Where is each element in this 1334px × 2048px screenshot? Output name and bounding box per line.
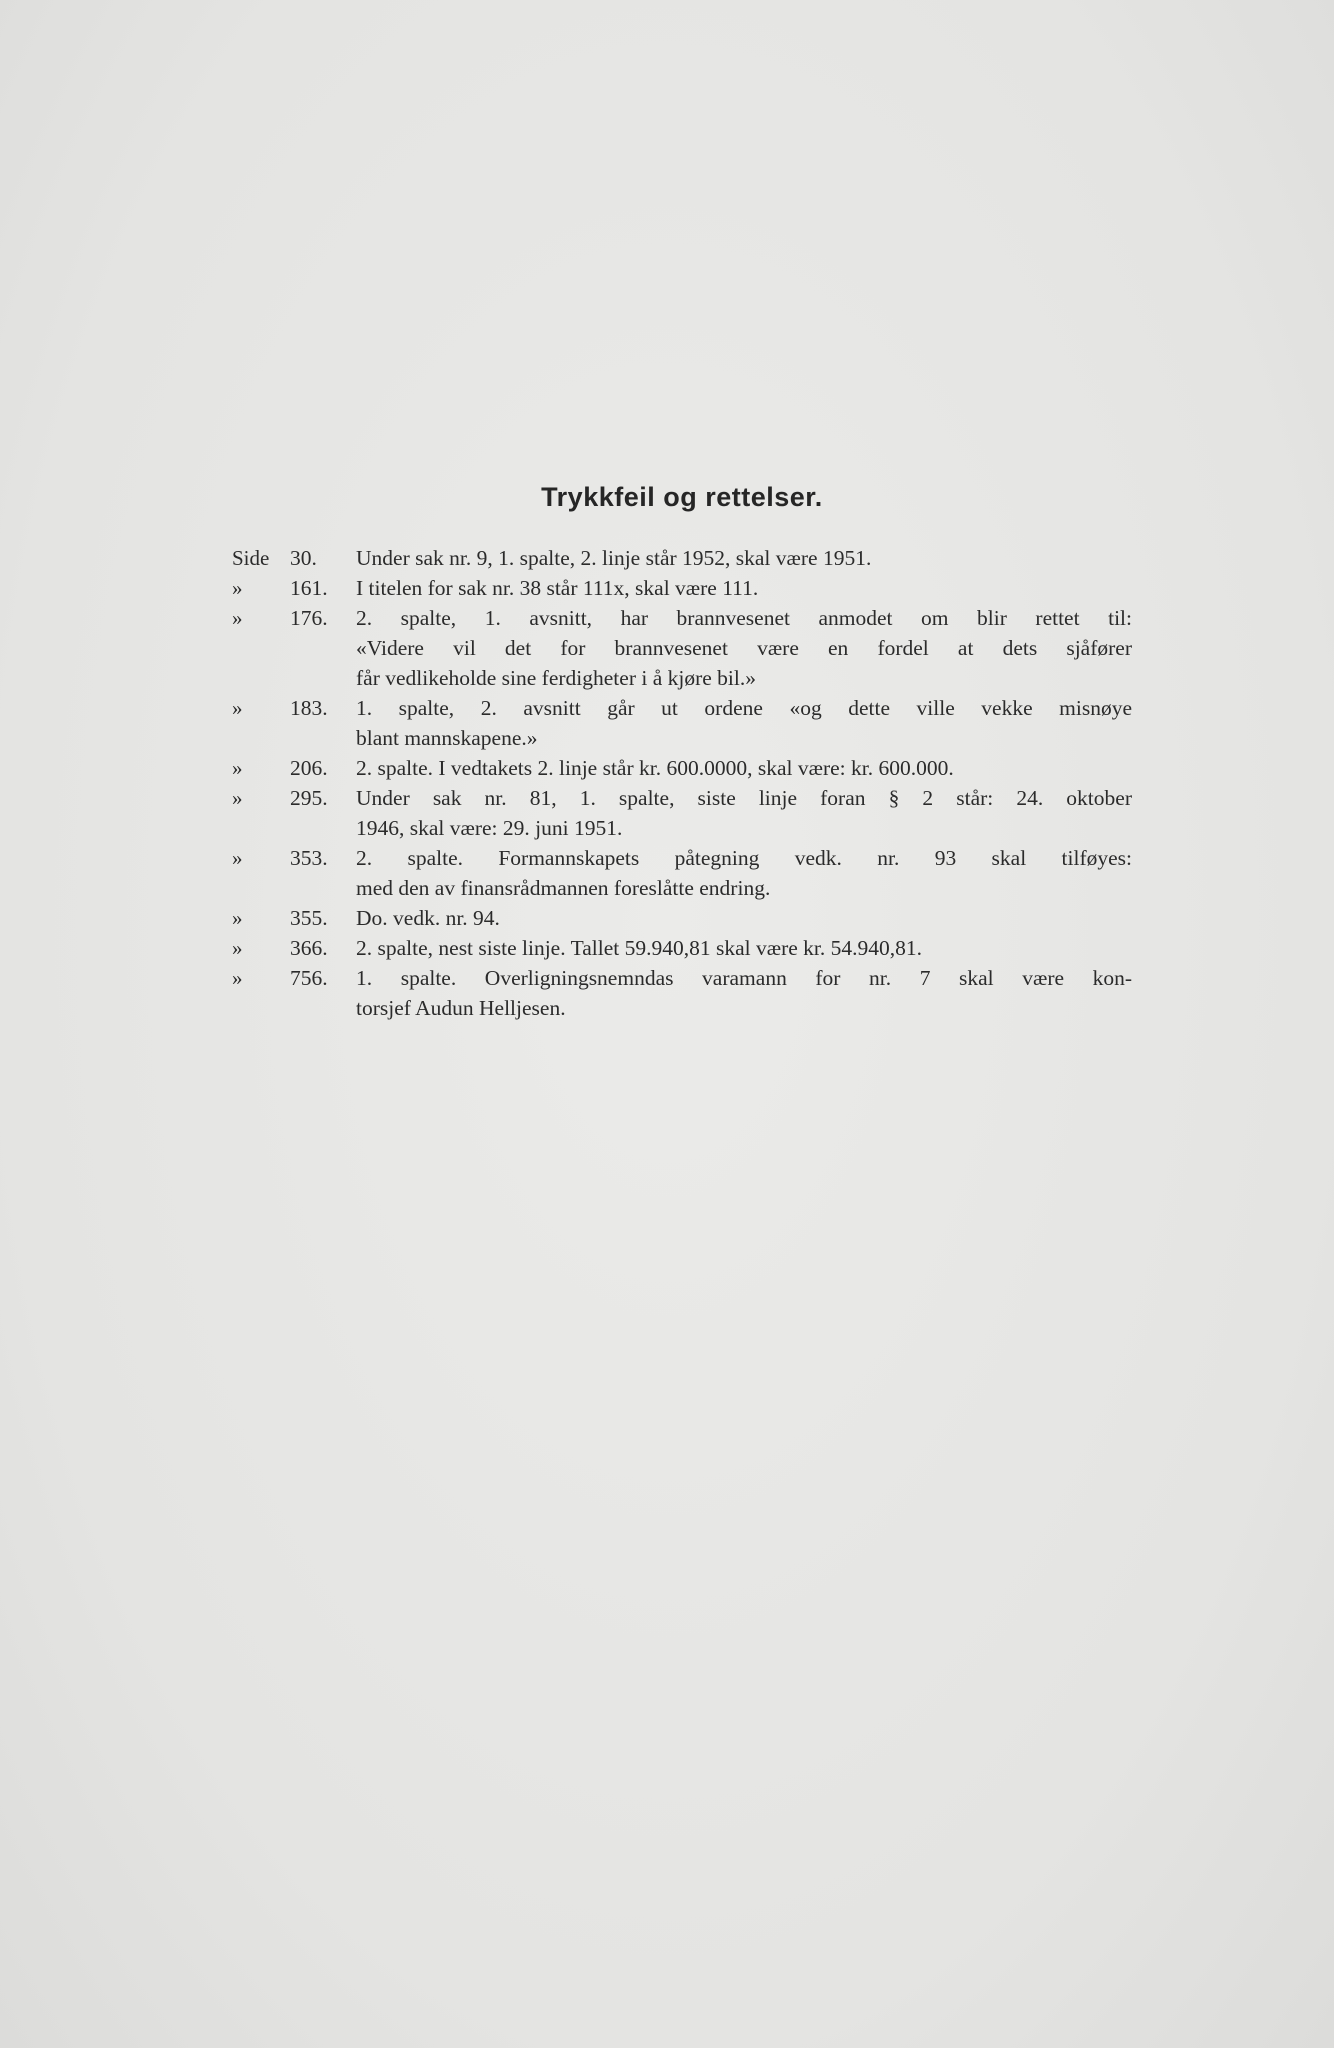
correction-line: 2. spalte, nest siste linje. Tallet 59.940,81 skal være kr. 54.940,81. <box>356 936 922 960</box>
errata-entry <box>232 543 1132 573</box>
page-number: 206. <box>290 756 328 780</box>
correction-text <box>356 753 1132 783</box>
page-number: 161. <box>290 576 328 600</box>
page-reference-lead: » <box>232 696 243 720</box>
page-number: 183. <box>290 696 328 720</box>
correction-line: 2. spalte. Formannskapets påtegning vedk. nr. 93 skal tilføyes: <box>356 846 1132 870</box>
page-reference-lead: » <box>232 606 243 630</box>
page-number: 756. <box>290 966 328 990</box>
correction-text <box>356 543 1132 573</box>
page-reference <box>232 783 356 813</box>
errata-entry <box>232 783 1132 843</box>
page-number: 355. <box>290 906 328 930</box>
correction-text <box>356 693 1132 753</box>
page-reference-lead: Side <box>232 546 270 570</box>
correction-text <box>356 573 1132 603</box>
errata-section <box>232 482 1132 1023</box>
page-reference <box>232 753 356 783</box>
correction-line: får vedlikeholde sine ferdigheter i å kjøre bil.» <box>356 666 756 690</box>
page-reference-lead: » <box>232 756 243 780</box>
errata-entry <box>232 903 1132 933</box>
page-reference <box>232 573 356 603</box>
correction-line: 2. spalte, 1. avsnitt, har brannvesenet anmodet om blir rettet til: <box>356 606 1132 630</box>
correction-text <box>356 843 1132 903</box>
errata-entry <box>232 573 1132 603</box>
correction-text <box>356 903 1132 933</box>
page-reference <box>232 693 356 723</box>
page-reference <box>232 933 356 963</box>
correction-line: I titelen for sak nr. 38 står 111x, skal være 111. <box>356 576 759 600</box>
correction-text <box>356 603 1132 693</box>
errata-entry <box>232 933 1132 963</box>
page-number: 176. <box>290 606 328 630</box>
page-number: 30. <box>290 546 317 570</box>
page-number: 353. <box>290 846 328 870</box>
correction-line: 2. spalte. I vedtakets 2. linje står kr. 600.0000, skal være: kr. 600.000. <box>356 756 954 780</box>
correction-line: torsjef Audun Helljesen. <box>356 996 566 1020</box>
correction-line: Do. vedk. nr. 94. <box>356 906 500 930</box>
page-reference <box>232 603 356 633</box>
correction-text <box>356 933 1132 963</box>
page-reference-lead: » <box>232 846 243 870</box>
page-number: 366. <box>290 936 328 960</box>
page-number: 295. <box>290 786 328 810</box>
errata-list <box>232 543 1132 1023</box>
correction-line: 1946, skal være: 29. juni 1951. <box>356 816 623 840</box>
correction-line: 1. spalte, 2. avsnitt går ut ordene «og dette ville vekke misnøye <box>356 696 1132 720</box>
errata-entry <box>232 753 1132 783</box>
page-reference-lead: » <box>232 906 243 930</box>
errata-title: Trykkfeil og rettelser. <box>541 482 823 512</box>
correction-line: Under sak nr. 9, 1. spalte, 2. linje står 1952, skal være 1951. <box>356 546 872 570</box>
page-reference-lead: » <box>232 966 243 990</box>
correction-text <box>356 783 1132 843</box>
page-reference-lead: » <box>232 936 243 960</box>
page-reference-lead: » <box>232 786 243 810</box>
correction-text <box>356 963 1132 1023</box>
correction-line: blant mannskapene.» <box>356 726 538 750</box>
page-reference-lead: » <box>232 576 243 600</box>
errata-entry <box>232 843 1132 903</box>
correction-line: Under sak nr. 81, 1. spalte, siste linje foran § 2 står: 24. oktober <box>356 786 1132 810</box>
page-reference <box>232 903 356 933</box>
page-reference <box>232 843 356 873</box>
errata-entry <box>232 603 1132 693</box>
page-reference <box>232 543 356 573</box>
correction-line: 1. spalte. Overligningsnemndas varamann for nr. 7 skal være kon- <box>356 966 1132 990</box>
correction-line: med den av finansrådmannen foreslåtte endring. <box>356 876 771 900</box>
errata-entry <box>232 693 1132 753</box>
page-reference <box>232 963 356 993</box>
correction-line: «Videre vil det for brannvesenet være en fordel at dets sjåfører <box>356 636 1132 660</box>
errata-entry <box>232 963 1132 1023</box>
